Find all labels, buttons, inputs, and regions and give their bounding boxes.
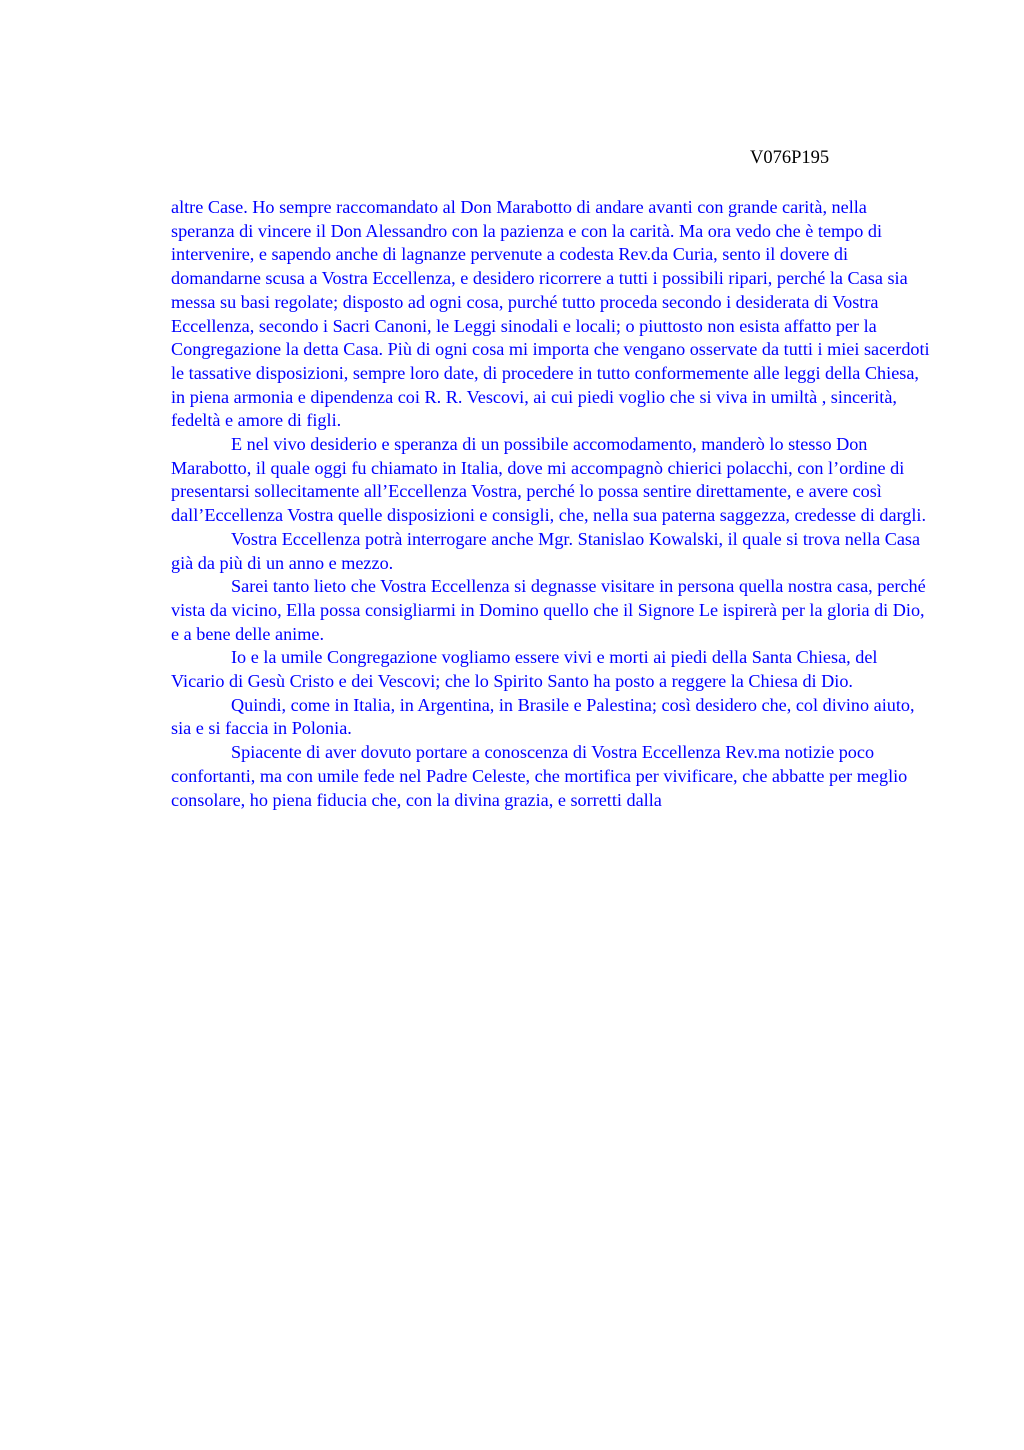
- page-reference: V076P195: [750, 148, 830, 168]
- paragraph-5: Io e la umile Congregazione vogliamo essere vivi e morti ai piedi della Santa Chiesa, del Vicario di Gesù Cristo e dei Vescovi; che lo Spirito Santo ha posto a reggere la Chiesa di Dio.: [171, 647, 878, 692]
- paragraph-6: Quindi, come in Italia, in Argentina, in Brasile e Palestina; così desidero che, col divino aiuto, sia e si faccia in Polonia.: [171, 694, 915, 739]
- paragraph-2: E nel vivo desiderio e speranza di un possibile accomodamento, manderò lo stesso Don Marabotto, il quale oggi fu chiamato in Italia, dove mi accompagnò chierici polacchi, con l’ordine di presentarsi sollecitamente all’Eccellenza Vostra, perché lo possa sentire direttamente, e avere così dall’Eccellenza Vostra quelle disposizioni e consigli, che, nella sua paterna saggezza, credesse di dargli.: [171, 434, 927, 526]
- letter-body: [171, 196, 931, 812]
- paragraph-7: Spiacente di aver dovuto portare a conoscenza di Vostra Eccellenza Rev.ma notizie poco confortanti, ma con umile fede nel Padre Celeste, che mortifica per vivificare, che abbatte per meglio consolare, ho piena fiducia che, con la divina grazia, e sorretti dalla: [171, 742, 908, 810]
- paragraph-3: Vostra Eccellenza potrà interrogare anche Mgr. Stanislao Kowalski, il quale si trova nella Casa già da più di un anno e mezzo.: [171, 528, 921, 573]
- paragraph-1: altre Case. Ho sempre raccomandato al Don Marabotto di andare avanti con grande carità, nella speranza di vincere il Don Alessandro con la pazienza e con la carità. Ma ora vedo che è tempo di intervenire, e sapendo anche di lagnanze pervenute a codesta Rev.da Curia, sento il dovere di domandarne scusa a Vostra Eccellenza, e desidero ricorrere a tutti i possibili ripari, perché la Casa sia messa su basi regolate; disposto ad ogni cosa, purché tutto proceda secondo i desiderata di Vostra Eccellenza, secondo i Sacri Canoni, le Leggi sinodali e locali; o piuttosto non esista affatto per la Congregazione la detta Casa. Più di ogni cosa mi importa che vengano osservate da tutti i miei sacerdoti le tassative disposizioni, sempre loro date, di procedere in tutto conformemente alle leggi della Chiesa, in piena armonia e dipendenza coi R. R. Vescovi, ai cui piedi voglio che si viva in umiltà , sincerità, fedeltà e amore di figli.: [171, 197, 930, 431]
- paragraph-4: Sarei tanto lieto che Vostra Eccellenza si degnasse visitare in persona quella nostra casa, perché vista da vicino, Ella possa consigliarmi in Domino quello che il Signore Le ispirerà per la gloria di Dio, e a bene delle anime.: [171, 576, 926, 644]
